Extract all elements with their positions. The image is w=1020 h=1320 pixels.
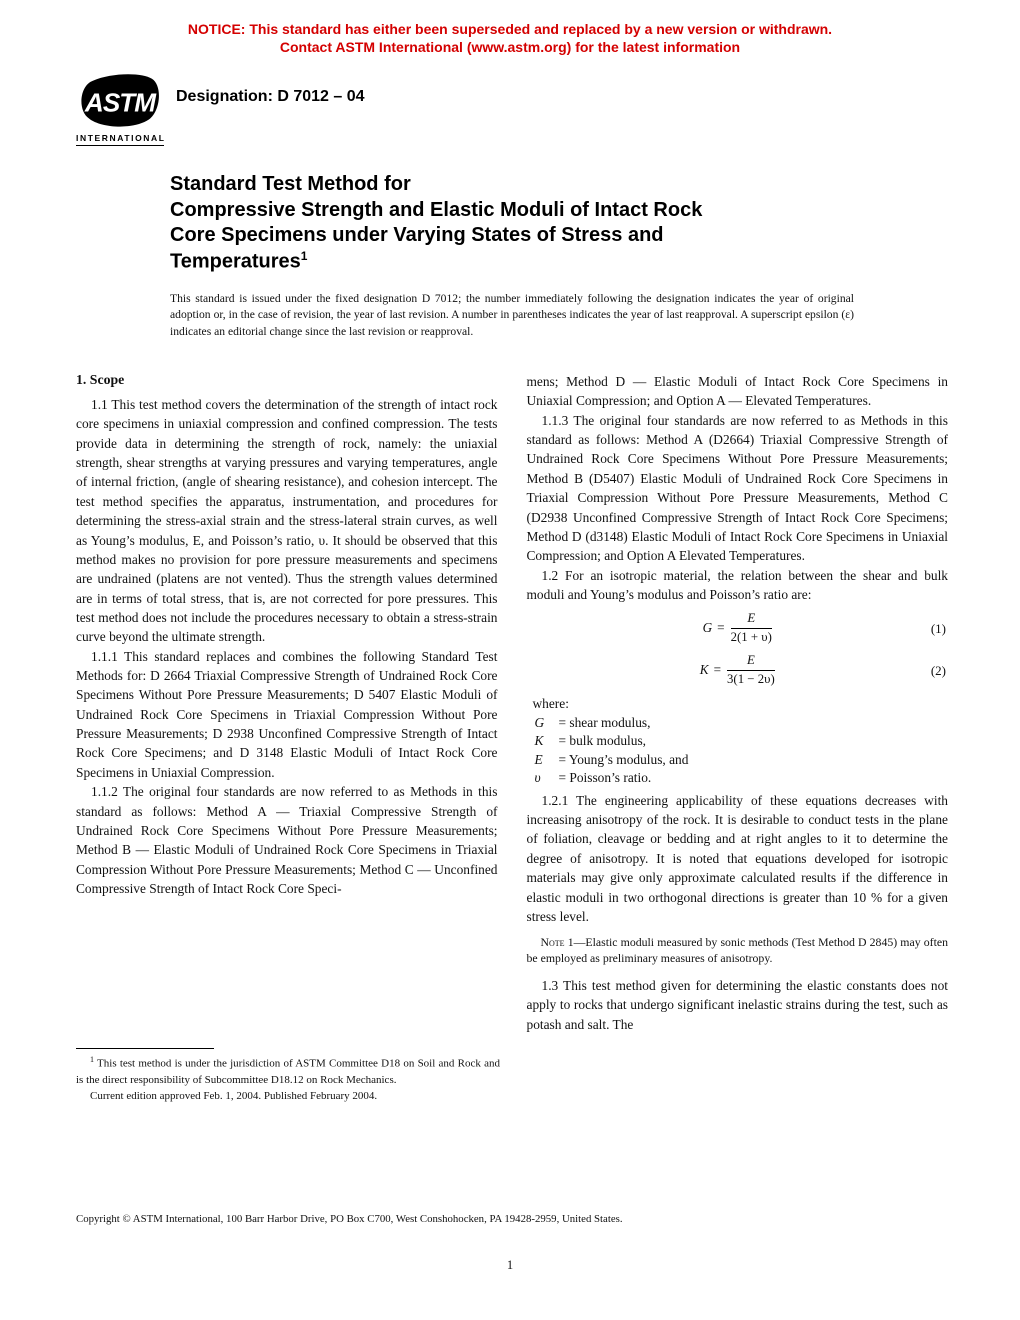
- where-definition: = bulk modulus,: [558, 733, 647, 749]
- equation-2-fraction: [727, 653, 775, 688]
- note-1-label: Note 1: [540, 935, 574, 950]
- where-definition: = shear modulus,: [558, 714, 651, 730]
- equation-2-numerator: E: [727, 653, 775, 671]
- para-1-1-1: 1.1.1 This standard replaces and combines the following Standard Test Methods for: D 2664 Triaxial Compressive Strength of Undrained Rock Core Specimens Without Pore Pressure Measurements; D 5407 Elastic Moduli of Undrained Rock Core Specimens in Triaxial Compression Without Pore Pressure Measurements; D 2938 Unconfined Compressive Strength of Intact Rock Core Specimens; and D 3148 Elastic Moduli of Intact Rock Core Specimens in Uniaxial Compression.: [76, 648, 498, 780]
- column-left: [76, 372, 498, 1034]
- designation-label: Designation: D 7012 – 04: [176, 88, 365, 105]
- where-label: where:: [532, 696, 569, 712]
- footnote-marker: 1: [90, 1055, 94, 1064]
- title-footnote-ref: 1: [300, 248, 308, 263]
- where-definition-list: [527, 695, 949, 788]
- astm-logo-icon: [76, 72, 164, 132]
- equation-2: [527, 653, 949, 688]
- footnote-separator-rule: [76, 1048, 214, 1049]
- equation-1-fraction: [731, 611, 772, 646]
- equation-1-number: (1): [930, 620, 946, 636]
- where-row-poissons-ratio: [527, 769, 949, 788]
- equation-1-symbol: G: [702, 619, 713, 635]
- title-line-1: Standard Test Method for: [170, 173, 411, 195]
- equation-1: [527, 611, 949, 646]
- where-row-youngs-modulus: [527, 751, 949, 770]
- page-number: 1: [506, 1258, 514, 1272]
- note-1-text: —Elastic moduli measured by sonic methods (Test Method D 2845) may often be employed as preliminary measures of anisotropy.: [526, 935, 948, 966]
- title-block: [170, 172, 870, 275]
- where-symbol: υ: [534, 770, 541, 786]
- footnote-block: [76, 1048, 500, 1104]
- withdrawal-notice: [0, 20, 1020, 56]
- where-symbol: K: [534, 733, 544, 749]
- footnote-text: This test method is under the jurisdiction of ASTM Committee D18 on Soil and Rock and is the direct responsibility of Subcommittee D18.12 on Rock Mechanics.: [76, 1057, 500, 1086]
- where-symbol: E: [534, 751, 543, 767]
- document-body: [76, 372, 948, 1034]
- column-right: [527, 372, 949, 1034]
- para-1-2: 1.2 For an isotropic material, the relation between the shear and bulk moduli and Young’s modulus and Poisson’s ratio are:: [526, 567, 948, 602]
- equation-1-equals: =: [717, 619, 725, 635]
- footnote-edition: Current edition approved Feb. 1, 2004. Published February 2004.: [90, 1089, 378, 1102]
- where-symbol: G: [534, 714, 545, 730]
- where-definition: = Poisson’s ratio.: [558, 770, 652, 786]
- note-1: [527, 935, 949, 967]
- equation-2-number: (2): [930, 662, 946, 678]
- copyright-line: Copyright © ASTM International, 100 Barr Harbor Drive, PO Box C700, West Conshohocken, PA 19428-2959, United States.: [76, 1213, 623, 1225]
- equation-2-denominator: 3(1 − 2υ): [727, 672, 775, 687]
- para-1-1-2-continuation: mens; Method D — Elastic Moduli of Intact Rock Core Specimens in Uniaxial Compression; and Option A — Elevated Temperatures.: [526, 374, 948, 409]
- para-1-1-2: 1.1.2 The original four standards are now referred to as Methods in this standard as follows: Method A — Triaxial Compressive Strength of Undrained Rock Core Specimens Without Pore Pressure Measurements; Method B — Elastic Moduli of Undrained Rock Core Specimens in Triaxial Compression Without Pore Pressure Measurements; Method C — Unconfined Compressive Strength of Intact Rock Core Speci-: [76, 784, 498, 896]
- equation-1-numerator: E: [731, 611, 772, 629]
- where-row-bulk-modulus: [527, 732, 949, 751]
- title-line-4: [170, 249, 870, 275]
- notice-line-1: NOTICE: This standard has either been superseded and replaced by a new version or withdrawn.: [187, 21, 833, 37]
- astm-logo: [76, 72, 164, 146]
- where-definition: = Young’s modulus, and: [558, 751, 689, 767]
- para-1-1-3: 1.1.3 The original four standards are now referred to as Methods in this standard as follows: Method A (D2664) Triaxial Compressive Strength of Undrained Rock Core Specimens Without Pore Pressure Measurements; Method B (D5407) Elastic Moduli of Undrained Rock Core Specimens in Triaxial Compression Without Pore Pressure Measurements, Method C (D2938 Unconfined Compressive Strength of Intact Rock Core Specimens; Method D (d3148) Elastic Moduli of Intact Rock Core Specimens in Uniaxial Compression; and Option A Elevated Temperatures.: [526, 412, 948, 564]
- astm-logo-text: ASTM: [84, 87, 156, 118]
- astm-logo-subtext: INTERNATIONAL: [76, 133, 164, 146]
- footnote-jurisdiction: [76, 1054, 500, 1089]
- equation-2-equals: =: [713, 661, 722, 677]
- title-line-3: Core Specimens under Varying States of Stress and: [170, 224, 664, 247]
- para-1-2-1: 1.2.1 The engineering applicability of these equations decreases with increasing anisotropy of the rock. It is desirable to conduct tests in the plane of foliation, cleavage or bedding and at right angles to it to determine the degree of anisotropy. It is noted that equations developed for isotropic materials may give only approximate calculated results if the difference in elastic moduli in two orthogonal directions is greater than 10 % for a given stress level.: [526, 792, 948, 924]
- where-row-shear-modulus: [527, 714, 949, 733]
- equation-1-denominator: 2(1 + υ): [730, 630, 772, 645]
- section-heading-scope: 1. Scope: [76, 372, 125, 387]
- para-1-1: 1.1 This test method covers the determination of the strength of intact rock core specimens in uniaxial compression and confined compression. The tests provide data in determining the strength of rock, namely: the uniaxial strength, shear strengths at varying pressures and varying temperatures, angle of internal friction, (angle of shearing resistance), and cohesion intercept. The test method specifies the apparatus, instrumentation, and procedures for determining the stress-axial strain and the stress-lateral strain curves, as well as Young’s modulus, E, and Poisson’s ratio, υ. It should be observed that this method makes no provision for pore pressure measurements and specimens are undrained (platens are not vented). Thus the strength values determined are in terms of total stress, that is, are not corrected for pore pressures. This test method does not include the procedures necessary to obtain a stress-strain curve beyond the ultimate strength.: [76, 397, 498, 645]
- issue-statement: This standard is issued under the fixed designation D 7012; the number immediately following the designation indicates the year of original adoption or, in the case of revision, the year of last revision. A number in parentheses indicates the year of last reapproval. A superscript epsilon (ε) indicates an editorial change since the last revision or reapproval.: [170, 292, 854, 338]
- equation-2-symbol: K: [699, 661, 709, 677]
- title-line-2: Compressive Strength and Elastic Moduli of Intact Rock: [170, 198, 703, 221]
- para-1-3: 1.3 This test method given for determining the elastic constants does not apply to rocks that undergo significant inelastic strains during the test, such as potash and salt. The: [526, 978, 948, 1032]
- notice-line-2: Contact ASTM International (www.astm.org) for the latest information: [279, 39, 741, 56]
- title-line-4-text: Temperatures: [170, 250, 301, 273]
